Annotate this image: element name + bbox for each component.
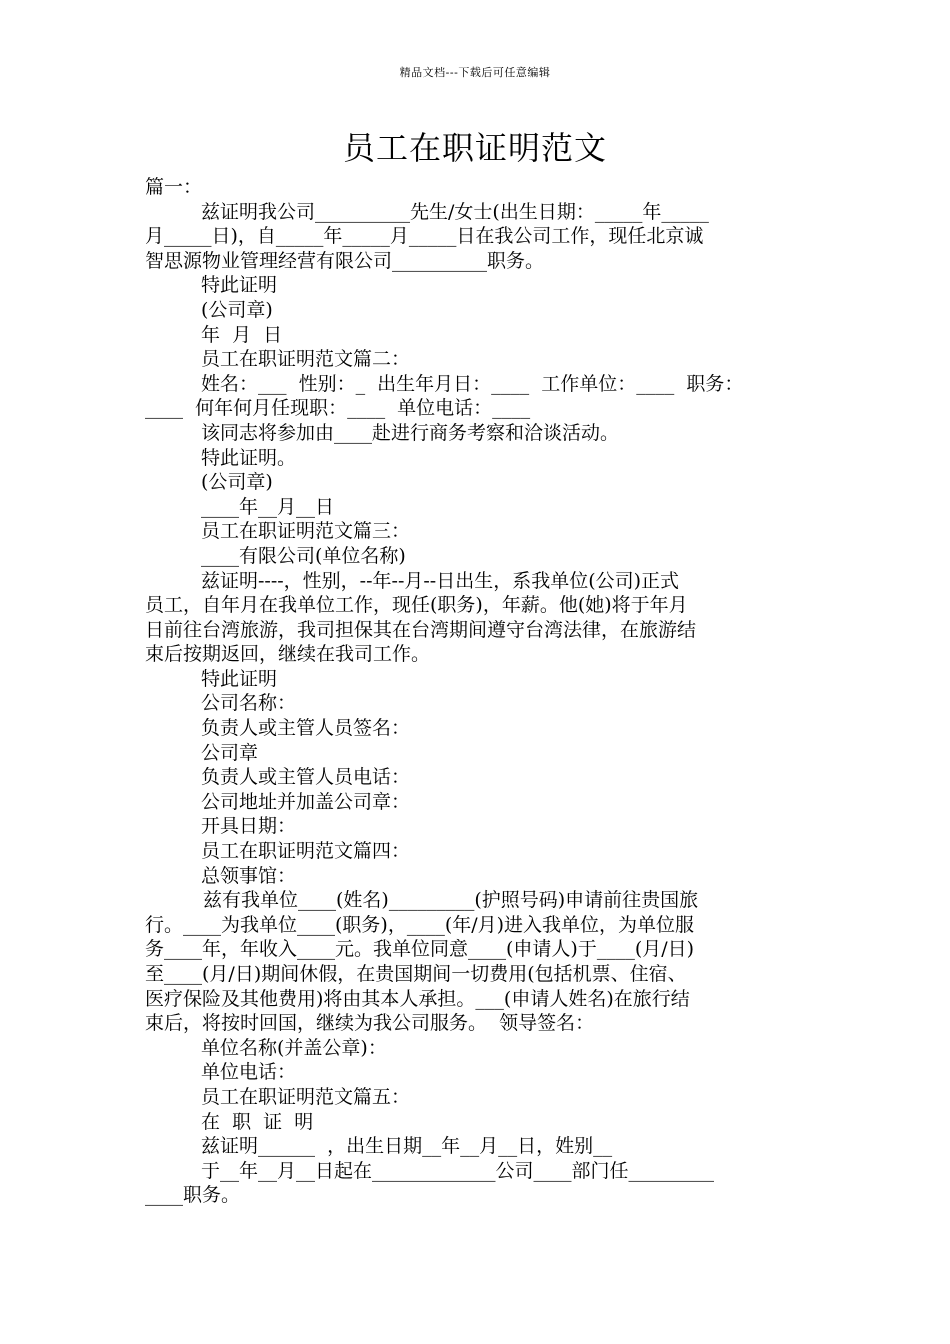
body-line: 员工，自年月在我单位工作，现任(职务)，年薪。他(她)将于年月 (145, 594, 688, 617)
body-line: 单位名称(并盖公章)： (201, 1036, 387, 1059)
body-line: 至____(月/日)期间休假，在贵国期间一切费用(包括机票、住宿、 (145, 963, 687, 985)
body-line: 公司地址并加盖公司章： (201, 790, 411, 813)
body-line: ____职务。 (145, 1184, 241, 1207)
body-line: 特此证明 (201, 667, 278, 690)
body-line: 特此证明。 (201, 446, 297, 469)
body-line: 月_____日)，自_____年_____月_____日在我公司工作，现任北京诚 (145, 225, 704, 248)
body-line: 负责人或主管人员电话： (201, 766, 411, 789)
body-line: 束后，将按时回国，继续为我公司服务。 领导签名： (145, 1012, 595, 1035)
body-line: (公司章) (201, 471, 273, 494)
document-title: 员工在职证明范文 (342, 129, 607, 167)
document-body (145, 175, 813, 1208)
body-line: ____ 何年何月任现职：____ 单位电话：____ (145, 397, 531, 420)
body-line: 篇一： (145, 176, 203, 198)
body-line: 员工在职证明范文篇五： (201, 1085, 411, 1108)
body-line: 总领事馆： (201, 864, 297, 887)
body-line: 兹证明______ ，出生日期__年__月__日，姓别__ (201, 1135, 613, 1158)
body-line: 公司章 (201, 741, 259, 764)
body-line: 务____年，年收入____元。我单位同意____(申请人)于____(月/日) (145, 938, 695, 961)
body-line: 开具日期： (201, 815, 297, 838)
body-line: 于__年__月__日起在_____________公司____部门任_________ (201, 1159, 715, 1182)
body-line: 智思源物业管理经营有限公司__________职务。 (145, 249, 545, 272)
body-line: 兹证明----，性别，--年--月--日出生，系我单位(公司)正式 (201, 569, 680, 592)
body-line: 在 职 证 明 (201, 1110, 314, 1133)
body-line: (公司章) (201, 298, 273, 321)
body-line: 该同志将参加由____赴进行商务考察和洽谈活动。 (201, 421, 620, 444)
body-line: 兹证明我公司__________先生/女士(出生日期：_____年_____ (201, 200, 709, 223)
body-line: ____有限公司(单位名称) (201, 544, 406, 567)
body-line: 员工在职证明范文篇四： (201, 840, 411, 863)
body-line: 特此证明 (201, 274, 278, 297)
body-line: 兹有我单位____(姓名)_________(护照号码)申请前往贵国旅 (203, 889, 699, 912)
body-line: ____年__月__日 (201, 495, 335, 518)
body-line: 束后按期返回，继续在我司工作。 (145, 643, 431, 666)
body-line: 员工在职证明范文篇三： (201, 520, 411, 543)
header-note: 精品文档---下载后可任意编辑 (399, 66, 551, 79)
body-line: 日前往台湾旅游，我司担保其在台湾期间遵守台湾法律，在旅游结 (145, 618, 697, 641)
body-line: 医疗保险及其他费用)将由其本人承担。___(申请人姓名)在旅行结 (145, 987, 690, 1010)
body-line: 公司名称： (201, 692, 297, 715)
body-line: 姓名：___ 性别：_ 出生年月日：____ 工作单位：____ 职务： (201, 372, 744, 395)
body-line: 单位电话： (201, 1061, 297, 1084)
body-line: 负责人或主管人员签名： (201, 717, 411, 740)
body-line: 年 月 日 (201, 323, 283, 346)
body-line: 行。____为我单位____(职务)，____(年/月)进入我单位，为单位服 (145, 913, 695, 936)
body-line: 员工在职证明范文篇二： (201, 348, 411, 371)
